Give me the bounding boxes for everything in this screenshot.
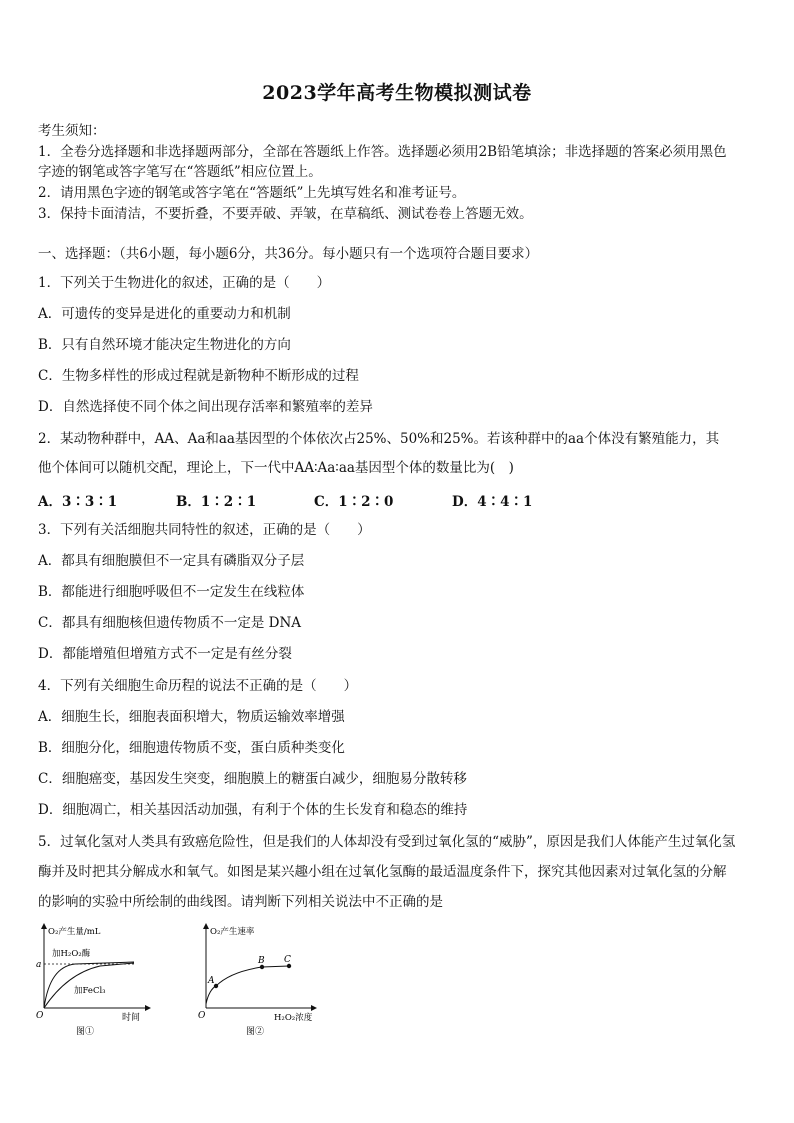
fig1-a-label: a [36,960,42,970]
figure-2 [194,920,344,1040]
q2-option-b: B．1∶2∶1 [176,494,257,510]
q1-option-c: C．生物多样性的形成过程就是新物种不断形成的过程 [38,368,359,384]
fig2-label-b: B [258,956,265,966]
q2-stem-line2: 他个体间可以随机交配，理论上，下一代中AA∶Aa∶aa基因型个体的数量比为( ) [38,460,514,476]
q3-stem: 3．下列有关活细胞共同特性的叙述，正确的是（ ） [38,522,371,538]
q3-option-c: C．都具有细胞核但遗传物质不一定是 DNA [38,615,302,631]
q4-option-b: B．细胞分化，细胞遗传物质不变，蛋白质种类变化 [38,740,345,756]
notice-item-1-cont: 字迹的钢笔或答字笔写在“答题纸”相应位置上。 [38,164,322,180]
fig1-caption: 图① [76,1027,95,1037]
q1-option-b: B．只有自然环境才能决定生物进化的方向 [38,337,291,353]
q4-option-a: A．细胞生长，细胞表面积增大，物质运输效率增强 [38,709,345,725]
fig2-label-c: C [284,955,291,965]
notice-heading: 考生须知： [38,123,106,139]
q1-option-d: D．自然选择使不同个体之间出现存活率和繁殖率的差异 [38,399,373,415]
q1-option-a: A．可遗传的变异是进化的重要动力和机制 [38,306,291,322]
q3-option-a: A．都具有细胞膜但不一定具有磷脂双分子层 [38,553,305,569]
fig2-label-a: A [208,976,215,986]
fig2-x-label: H₂O₂浓度 [274,1013,313,1023]
section-heading: 一、选择题：（共6小题，每小题6分，共36分。每小题只有一个选项符合题目要求） [38,246,539,262]
fig2-rate-curve [206,966,289,1004]
q2-option-a: A．3∶3∶1 [38,494,118,510]
fig2-y-label: O₂产生速率 [210,927,255,937]
q5-stem-line1: 5．过氧化氢对人类具有致癌危险性，但是我们的人体却没有受到过氧化氢的“威胁”，原因是我们人体能产生过氧化氢 [38,834,736,850]
q3-option-b: B．都能进行细胞呼吸但不一定发生在线粒体 [38,584,305,600]
fig2-caption: 图② [246,1027,265,1037]
q5-stem-line3: 的影响的实验中所绘制的曲线图。请判断下列相关说法中不正确的是 [38,894,443,910]
notice-item-1: 1．全卷分选择题和非选择题两部分，全部在答题纸上作答。选择题必须用2B铅笔填涂；非选择题的答案必须用黑色 [38,144,727,160]
q4-option-d: D．细胞凋亡，相关基因活动加强，有利于个体的生长发育和稳态的维持 [38,802,468,818]
fig1-origin-label: O [36,1011,44,1021]
page-title: 2023学年高考生物模拟测试卷 [262,82,532,104]
q2-stem-line1: 2．某动物种群中，AA、Aa和aa基因型的个体依次占25%、50%和25%。若该种群中的aa个体没有繁殖能力，其 [38,431,720,447]
q2-option-c: C．1∶2∶0 [314,494,394,510]
q4-stem: 4．下列有关细胞生命历程的说法不正确的是（ ） [38,678,358,694]
q2-option-d: D．4∶4∶1 [452,494,533,510]
q1-stem: 1．下列关于生物进化的叙述，正确的是（ ） [38,275,331,291]
fig1-fecl3-label: 加FeCl₃ [74,986,106,996]
notice-item-3: 3．保持卡面清洁，不要折叠，不要弄破、弄皱，在草稿纸、测试卷卷上答题无效。 [38,206,533,222]
notice-item-2: 2．请用黑色字迹的钢笔或答字笔在“答题纸”上先填写姓名和准考证号。 [38,185,466,201]
q3-option-d: D．都能增殖但增殖方式不一定是有丝分裂 [38,646,292,662]
fig1-enzyme-label: 加H₂O₂酶 [52,949,91,959]
figure-1 [30,920,180,1040]
fig1-y-label: O₂产生量/mL [48,927,101,937]
q5-stem-line2: 酶并及时把其分解成水和氧气。如图是某兴趣小组在过氧化氢酶的最适温度条件下，探究其他因素对过氧化氢的分解 [38,864,727,880]
fig2-origin-label: O [198,1011,206,1021]
fig1-x-label: 时间 [122,1013,141,1023]
q4-option-c: C．细胞癌变，基因发生突变，细胞膜上的糖蛋白减少，细胞易分散转移 [38,771,467,787]
